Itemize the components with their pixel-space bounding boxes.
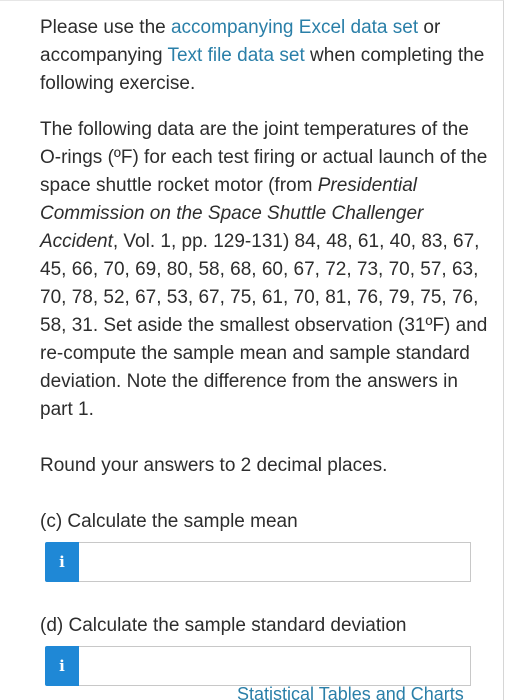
info-icon[interactable]: i [45,542,79,582]
question-d-answer-row [45,646,471,686]
problem-source: Presidential Commission on the Space Shuttle Challenger Accident [40,175,424,252]
problem-paragraph [40,116,492,424]
excel-data-link[interactable]: accompanying Excel data set [170,17,419,38]
problem-tail: , Vol. 1, pp. 129-131) 84, 48, 61, 40, 83, 67, 45, 66, 70, 69, 80, 58, 68, 60, 67, 72, 73, 70, 57, 63, 70, 78, 52, 67, 53, 67, 75, 61, 70, 81, 76, 79, 75, 76, 58, 31. Set aside the smallest observation (31ºF) and re-compute the sample mean and sample standard deviation. Note the difference from the answers in part 1. [40,231,488,420]
sample-mean-input[interactable] [79,542,471,582]
intro-prefix: Please use the [40,17,171,38]
text-file-data-link[interactable]: Text file data set [167,45,305,66]
question-d-label: (d) Calculate the sample standard deviation [40,615,407,636]
intro-paragraph [40,14,492,98]
question-content [40,14,492,700]
sample-std-dev-input[interactable] [79,646,471,686]
rounding-instruction: Round your answers to 2 decimal places. [40,455,388,476]
intro-suffix: when completing the following exercise. [40,45,485,94]
statistical-tables-link[interactable]: Statistical Tables and Charts [237,684,464,700]
problem-lead: The following data are the joint temperatures of the O-rings (ºF) for each test firing or actual launch of the space shuttle rocket motor (from [40,119,488,196]
info-icon[interactable]: i [45,646,79,686]
question-c-label: (c) Calculate the sample mean [40,511,298,532]
question-c-answer-row [45,542,471,582]
intro-middle: or accompanying [40,17,441,66]
